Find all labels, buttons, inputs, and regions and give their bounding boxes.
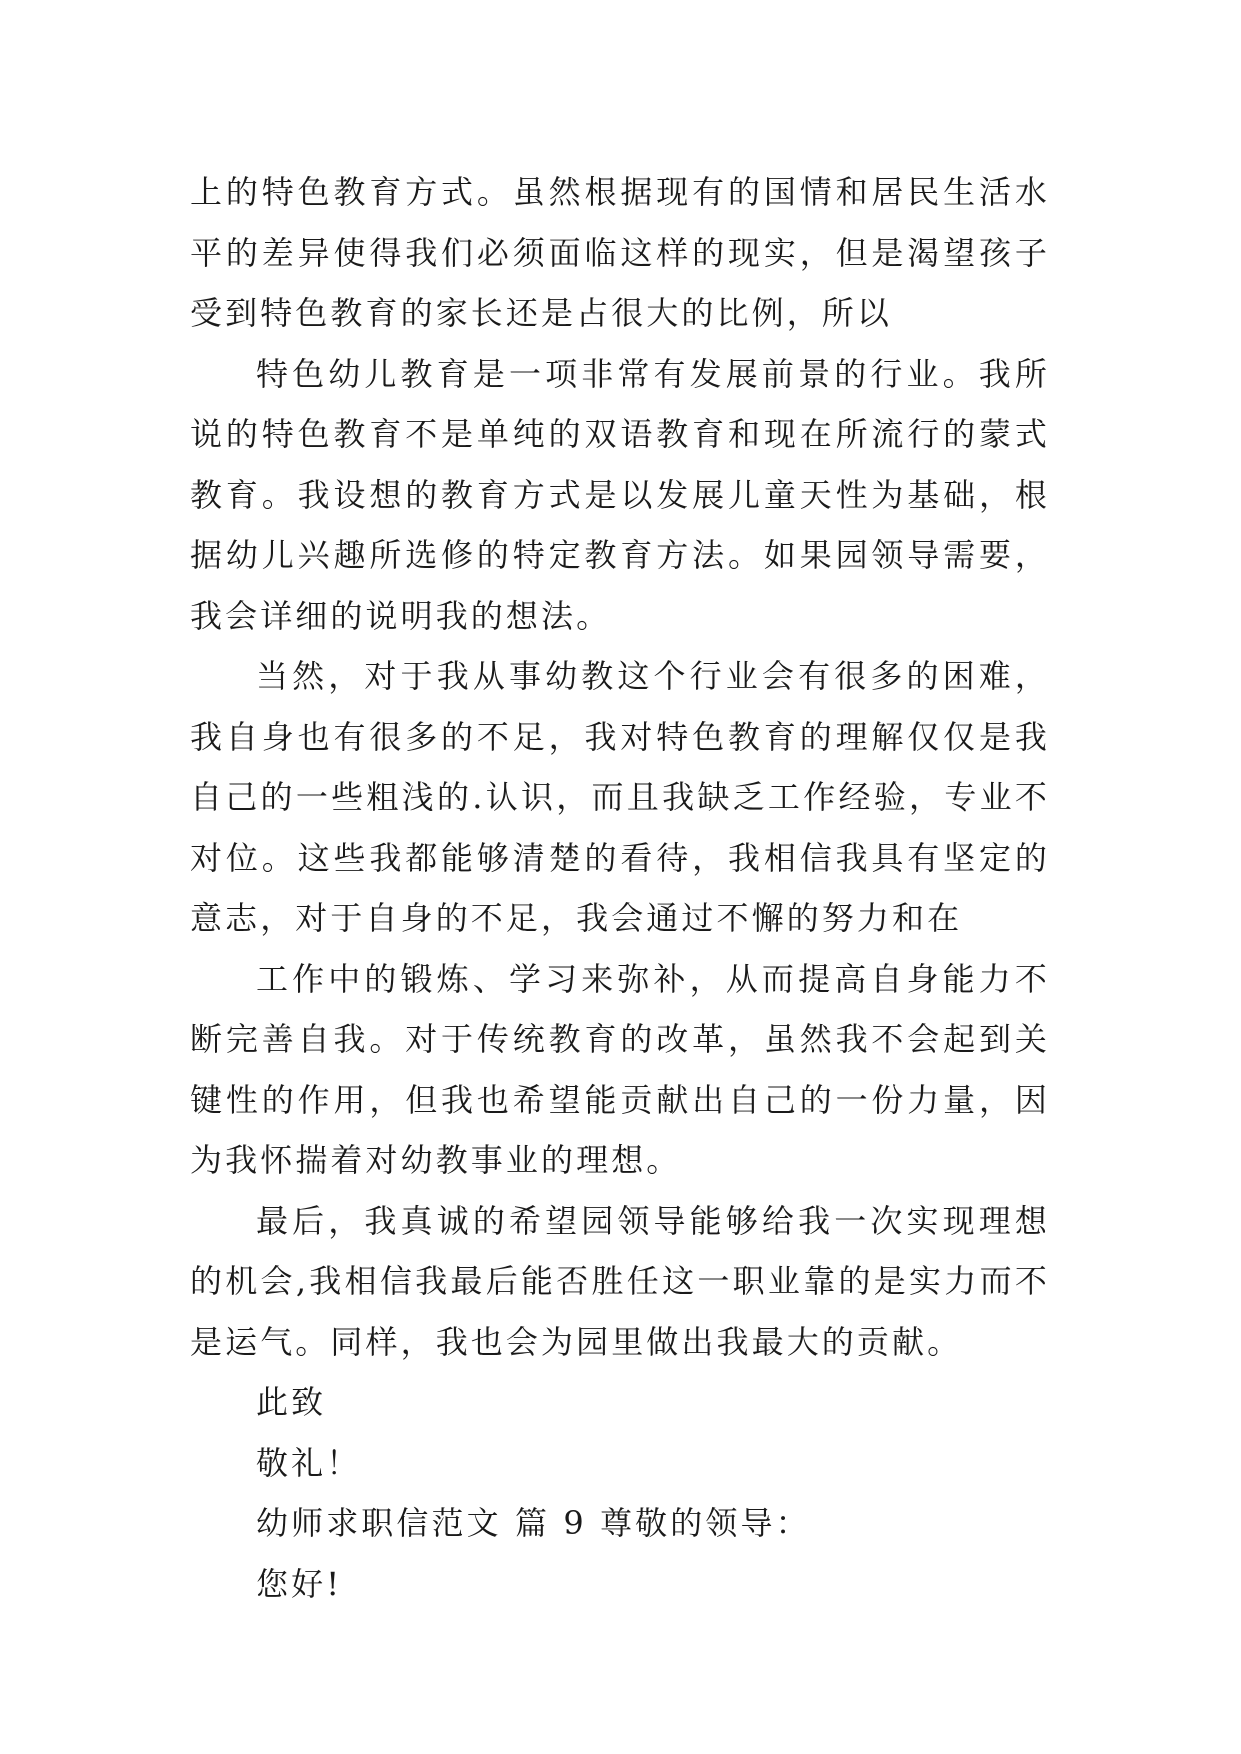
paragraph-continuation: 上的特色教育方式。虽然根据现有的国情和居民生活水平的差异使得我们必须面临这样的现实，但是渴望孩子受到特色教育的家长还是占很大的比例，所以 xyxy=(190,173,1050,332)
paragraph-self-improvement: 工作中的锻炼、学习来弥补，从而提高自身能力不断完善自我。对于传统教育的改革，虽然我不会起到关键性的作用，但我也希望能贡献出自己的一份力量，因为我怀揣着对幼教事业的理想。 xyxy=(190,959,1050,1179)
letter-body xyxy=(190,162,1050,1614)
paragraph-final-wish: 最后，我真诚的希望园领导能够给我一次实现理想的机会,我相信我最后能否胜任这一职业靠的是实力而不是运气。同样，我也会为园里做出我最大的贡献。 xyxy=(190,1201,1050,1361)
closing-regards: 敬礼！ xyxy=(256,1443,362,1482)
next-letter-heading: 幼师求职信范文 篇 9 尊敬的领导： xyxy=(256,1504,811,1542)
closing-salutation: 此致 xyxy=(256,1383,327,1421)
next-letter-greeting: 您好! xyxy=(256,1564,343,1603)
paragraph-special-education: 特色幼儿教育是一项非常有发展前景的行业。我所说的特色教育不是单纯的双语教育和现在所流行的蒙式教育。我设想的教育方式是以发展儿童天性为基础，根据幼儿兴趣所选修的特定教育方法。如果园领导需要，我会详细的说明我的想法。 xyxy=(190,354,1050,635)
paragraph-difficulties: 当然，对于我从事幼教这个行业会有很多的困难，我自身也有很多的不足，我对特色教育的理解仅仅是我自己的一些粗浅的.认识，而且我缺乏工作经验，专业不对位。这些我都能够清楚的看待，我相信我具有坚定的意志，对于自身的不足，我会通过不懈的努力和在 xyxy=(190,657,1050,937)
